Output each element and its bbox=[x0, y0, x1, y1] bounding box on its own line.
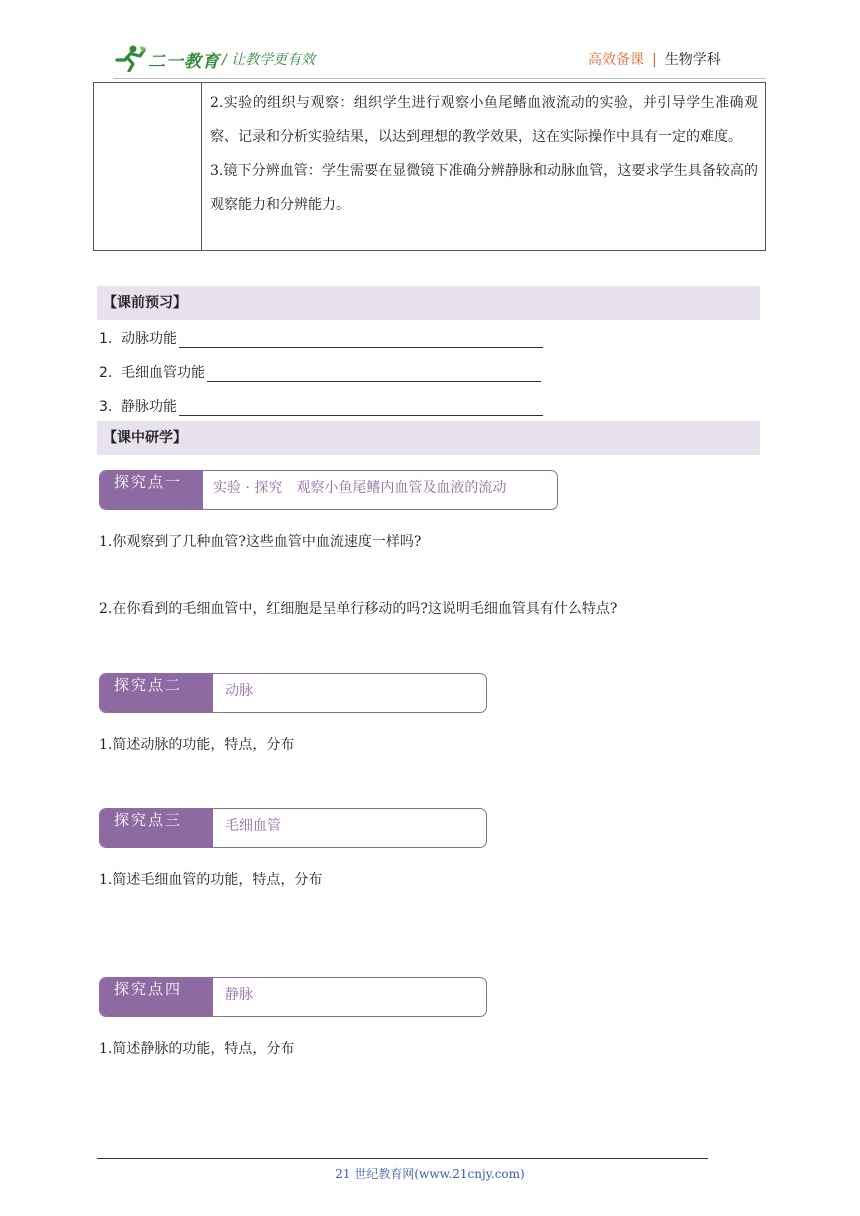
question: 1.简述动脉的功能，特点，分布 bbox=[99, 737, 295, 753]
question: 1.简述静脉的功能，特点，分布 bbox=[99, 1041, 295, 1057]
inquiry-point-3-tab: 探究点三 bbox=[100, 809, 213, 847]
inquiry-point-4 bbox=[99, 977, 487, 1017]
footer-divider bbox=[97, 1158, 708, 1159]
question: 1.简述毛细血管的功能，特点，分布 bbox=[99, 872, 323, 888]
logo-runner-icon bbox=[113, 44, 147, 72]
preview-section-bar: 【课前预习】 bbox=[97, 286, 760, 320]
inquiry-point-2-title: 动脉 bbox=[225, 683, 253, 699]
preview-item-label: 动脉功能 bbox=[121, 331, 177, 347]
inquiry-point-3 bbox=[99, 808, 487, 848]
header-tag-subject: 生物学科 bbox=[664, 52, 721, 68]
table-cell-content bbox=[210, 86, 758, 222]
answer-blank[interactable] bbox=[179, 399, 543, 416]
difficulty-table bbox=[93, 82, 766, 251]
logo-text: 二一教育 bbox=[148, 52, 220, 72]
question: 2.在你看到的毛细血管中，红细胞是呈单行移动的吗?这说明毛细血管具有什么特点? bbox=[99, 601, 618, 617]
inquiry-point-1-tab: 探究点一 bbox=[100, 471, 203, 509]
preview-item-label: 毛细血管功能 bbox=[121, 365, 205, 381]
inquiry-point-2 bbox=[99, 673, 487, 713]
footer-text: 21 世纪教育网(www.21cnjy.com) bbox=[335, 1167, 525, 1181]
inquiry-point-4-title: 静脉 bbox=[225, 987, 253, 1003]
table-line-2: 2.实验的组织与观察：组织学生进行观察小鱼尾鳍血液流动的实验，并引导学生准确观察、记录和分析实验结果，以达到理想的教学效果，这在实际操作中具有一定的难度。 bbox=[210, 95, 758, 145]
inquiry-point-3-title: 毛细血管 bbox=[225, 818, 281, 834]
inquiry-point-4-tab: 探究点四 bbox=[100, 978, 213, 1016]
table-column-divider bbox=[201, 83, 202, 250]
question: 1.你观察到了几种血管?这些血管中血流速度一样吗? bbox=[99, 534, 422, 550]
inquiry-point-1 bbox=[99, 470, 558, 510]
header-tag-prep: 高效备课 bbox=[588, 52, 644, 68]
header-right bbox=[588, 49, 721, 69]
header-separator: | bbox=[652, 52, 657, 68]
header-divider bbox=[113, 78, 766, 79]
answer-blank[interactable] bbox=[207, 365, 541, 382]
preview-item-number: 3. bbox=[99, 399, 113, 415]
header-slogan: / 让教学更有效 bbox=[222, 52, 316, 68]
preview-item-number: 2. bbox=[99, 365, 113, 381]
preview-item-number: 1. bbox=[99, 331, 113, 347]
preview-item bbox=[99, 362, 541, 382]
table-line-3: 3.镜下分辨血管：学生需要在显微镜下准确分辨静脉和动脉血管，这要求学生具备较高的观察能力和分辨能力。 bbox=[210, 163, 758, 213]
preview-item-label: 静脉功能 bbox=[121, 399, 177, 415]
inquiry-point-2-tab: 探究点二 bbox=[100, 674, 213, 712]
preview-item bbox=[99, 396, 543, 416]
answer-blank[interactable] bbox=[179, 331, 543, 348]
inquiry-point-1-title: 实验 · 探究 观察小鱼尾鳍内血管及血液的流动 bbox=[213, 480, 507, 496]
preview-item bbox=[99, 328, 543, 348]
study-section-bar: 【课中研学】 bbox=[97, 421, 760, 455]
